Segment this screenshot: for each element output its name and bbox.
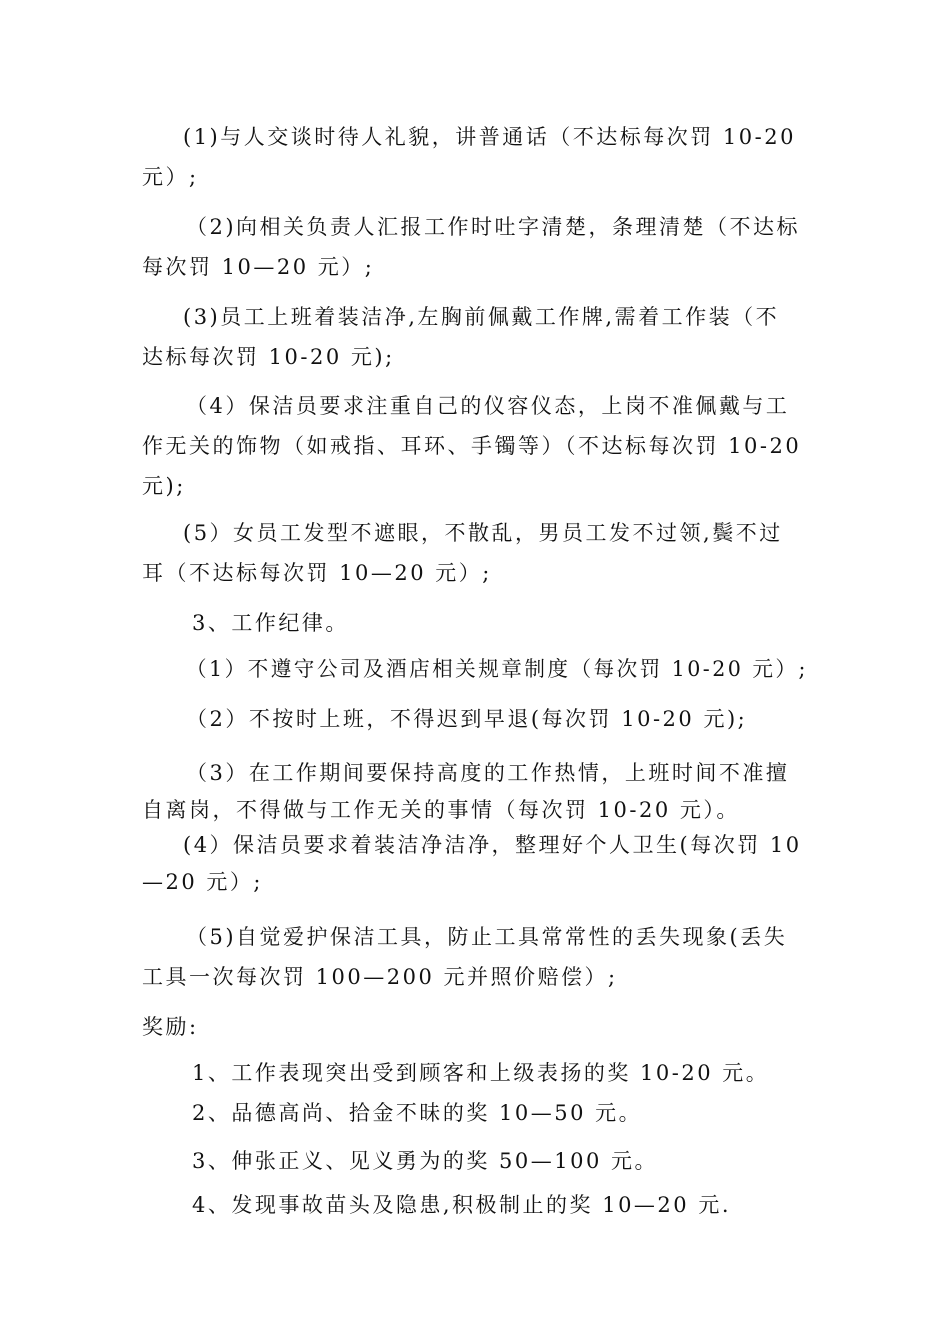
- text-line: 4、发现事故苗头及隐患,积极制止的奖 10—20 元.: [192, 1193, 732, 1217]
- text-line: —20 元）;: [142, 870, 263, 894]
- text-line: 工具一次每次罚 100—200 元并照价赔偿）;: [142, 965, 618, 989]
- text-line: 每次罚 10—20 元）;: [142, 255, 375, 279]
- text-line: (1)与人交谈时待人礼貌，讲普通话（不达标每次罚 10-20: [183, 125, 796, 149]
- text-line: 自离岗，不得做与工作无关的事情（每次罚 10-20 元）。: [142, 798, 740, 822]
- text-line: （1）不遵守公司及酒店相关规章制度（每次罚 10-20 元）;: [186, 657, 808, 681]
- text-line: （2)向相关负责人汇报工作时吐字清楚，条理清楚（不达标: [186, 215, 801, 239]
- text-line: (5）女员工发型不遮眼，不散乱，男员工发不过领,鬓不过: [183, 521, 783, 545]
- text-line: 耳（不达标每次罚 10—20 元）;: [142, 561, 492, 585]
- text-line: (3)员工上班着装洁净,左胸前佩戴工作牌,需着工作装（不: [183, 305, 780, 329]
- text-line: （3）在工作期间要保持高度的工作热情，上班时间不准擅: [186, 761, 790, 785]
- text-line: 3、工作纪律。: [192, 611, 349, 635]
- text-line: 1、工作表现突出受到顾客和上级表扬的奖 10-20 元。: [192, 1061, 770, 1085]
- text-line: （5)自觉爱护保洁工具，防止工具常常性的丢失现象(丢失: [186, 925, 788, 949]
- text-line: 奖励:: [142, 1015, 199, 1039]
- text-line: 3、伸张正义、见义勇为的奖 50—100 元。: [192, 1149, 659, 1173]
- text-line: 元）;: [142, 165, 199, 189]
- text-line: 元);: [142, 474, 186, 498]
- text-line: 作无关的饰物（如戒指、耳环、手镯等）（不达标每次罚 10-20: [142, 434, 802, 458]
- text-line: (4）保洁员要求着装洁净洁净，整理好个人卫生(每次罚 10: [183, 833, 802, 857]
- text-line: （4）保洁员要求注重自己的仪容仪态，上岗不准佩戴与工: [186, 394, 790, 418]
- text-line: 2、品德高尚、拾金不昧的奖 10—50 元。: [192, 1101, 643, 1125]
- text-line: 达标每次罚 10-20 元);: [142, 345, 395, 369]
- text-line: （2）不按时上班，不得迟到早退(每次罚 10-20 元);: [186, 707, 748, 731]
